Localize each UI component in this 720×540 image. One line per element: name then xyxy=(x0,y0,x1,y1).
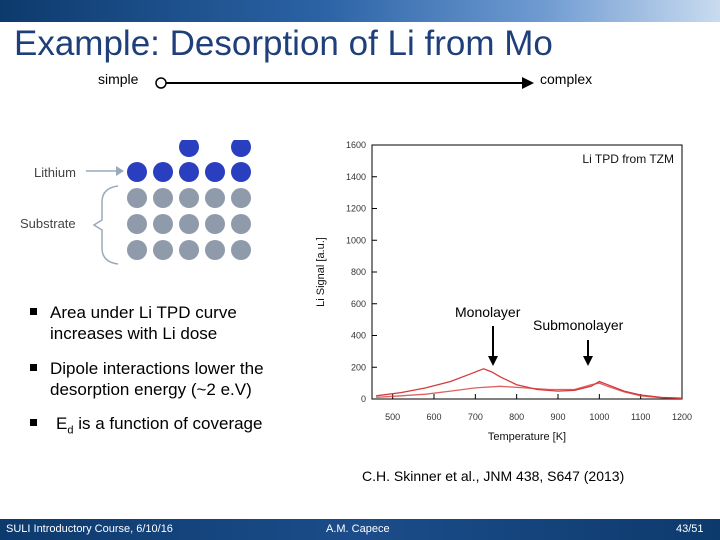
citation: C.H. Skinner et al., JNM 438, S647 (2013) xyxy=(362,468,625,484)
lithium-atom xyxy=(231,140,251,157)
substrate-atom xyxy=(231,188,251,208)
substrate-atom xyxy=(153,188,173,208)
bullet-2 xyxy=(30,358,320,400)
lithium-atom xyxy=(205,162,225,182)
annotation-arrows xyxy=(480,322,600,372)
lithium-atom xyxy=(179,162,199,182)
x-tick-label: 800 xyxy=(509,412,525,422)
y-tick-label: 1400 xyxy=(345,171,366,182)
x-tick-label: 600 xyxy=(426,412,442,422)
lithium-atom xyxy=(153,162,173,182)
simple-complex-arrow xyxy=(150,72,540,94)
substrate-atom xyxy=(231,214,251,234)
x-tick-label: 900 xyxy=(550,412,566,422)
y-tick-label: 1600 xyxy=(345,140,366,150)
chart-title: Li TPD from TZM xyxy=(582,152,674,166)
x-axis-label: Temperature [K] xyxy=(487,431,567,443)
lithium-atom xyxy=(127,162,147,182)
substrate-atom xyxy=(127,188,147,208)
x-tick-label: 700 xyxy=(467,412,483,422)
y-tick-label: 1000 xyxy=(345,235,366,246)
y-tick-label: 1200 xyxy=(345,203,366,214)
substrate-atom xyxy=(205,240,225,260)
bullet-marker xyxy=(30,308,37,315)
footer-page-number: 43/51 xyxy=(676,523,704,535)
y-tick-label: 400 xyxy=(350,330,366,341)
bullet-3-text: $E_d$ is a function of coverage xyxy=(56,414,263,437)
substrate-atom xyxy=(231,240,251,260)
lithium-atom xyxy=(231,162,251,182)
top-banner xyxy=(0,0,720,22)
substrate-atom xyxy=(153,214,173,234)
footer-author: A.M. Capece xyxy=(326,523,390,535)
lithium-label: Lithium xyxy=(34,165,76,180)
scale-right-label: complex xyxy=(540,71,593,87)
x-tick-label: 500 xyxy=(385,412,401,422)
bullet-2-text: Dipole interactions lower the desorption energy (~2 e.V) xyxy=(50,359,264,399)
substrate-atom xyxy=(127,240,147,260)
substrate-atom xyxy=(205,214,225,234)
y-tick-label: 0 xyxy=(360,394,366,404)
x-tick-label: 1100 xyxy=(630,412,651,422)
substrate-atom xyxy=(127,214,147,234)
atom-lattice xyxy=(18,140,288,268)
adsorption-diagram xyxy=(18,140,288,268)
bullet-1 xyxy=(30,302,310,344)
bullet-marker xyxy=(30,419,37,426)
substrate-atom xyxy=(205,188,225,208)
lithium-atom xyxy=(179,140,199,157)
y-axis-label: Li Signal [a.u.] xyxy=(315,237,327,307)
substrate-atom xyxy=(153,240,173,260)
submonolayer-label: Submonolayer xyxy=(533,317,624,333)
slide-title: Example: Desorption of Li from Mo xyxy=(14,24,553,63)
x-tick-label: 1200 xyxy=(671,412,693,422)
x-tick-label: 1000 xyxy=(589,412,610,422)
scale-left-label: simple xyxy=(98,71,139,87)
footer-course: SULI Introductory Course, 6/10/16 xyxy=(6,523,173,535)
substrate-atom xyxy=(179,214,199,234)
substrate-label: Substrate xyxy=(20,216,76,231)
bullet-1-text: Area under Li TPD curve increases with Li dose xyxy=(50,303,237,343)
y-tick-label: 600 xyxy=(350,298,366,309)
substrate-atom xyxy=(179,240,199,260)
bullet-3 xyxy=(30,413,330,441)
monolayer-label: Monolayer xyxy=(455,304,521,320)
y-tick-label: 800 xyxy=(350,267,366,277)
y-tick-label: 200 xyxy=(350,362,366,373)
bullet-marker xyxy=(30,364,37,371)
tpd-chart xyxy=(310,132,695,447)
substrate-atom xyxy=(179,188,199,208)
footer-bar xyxy=(0,519,720,540)
